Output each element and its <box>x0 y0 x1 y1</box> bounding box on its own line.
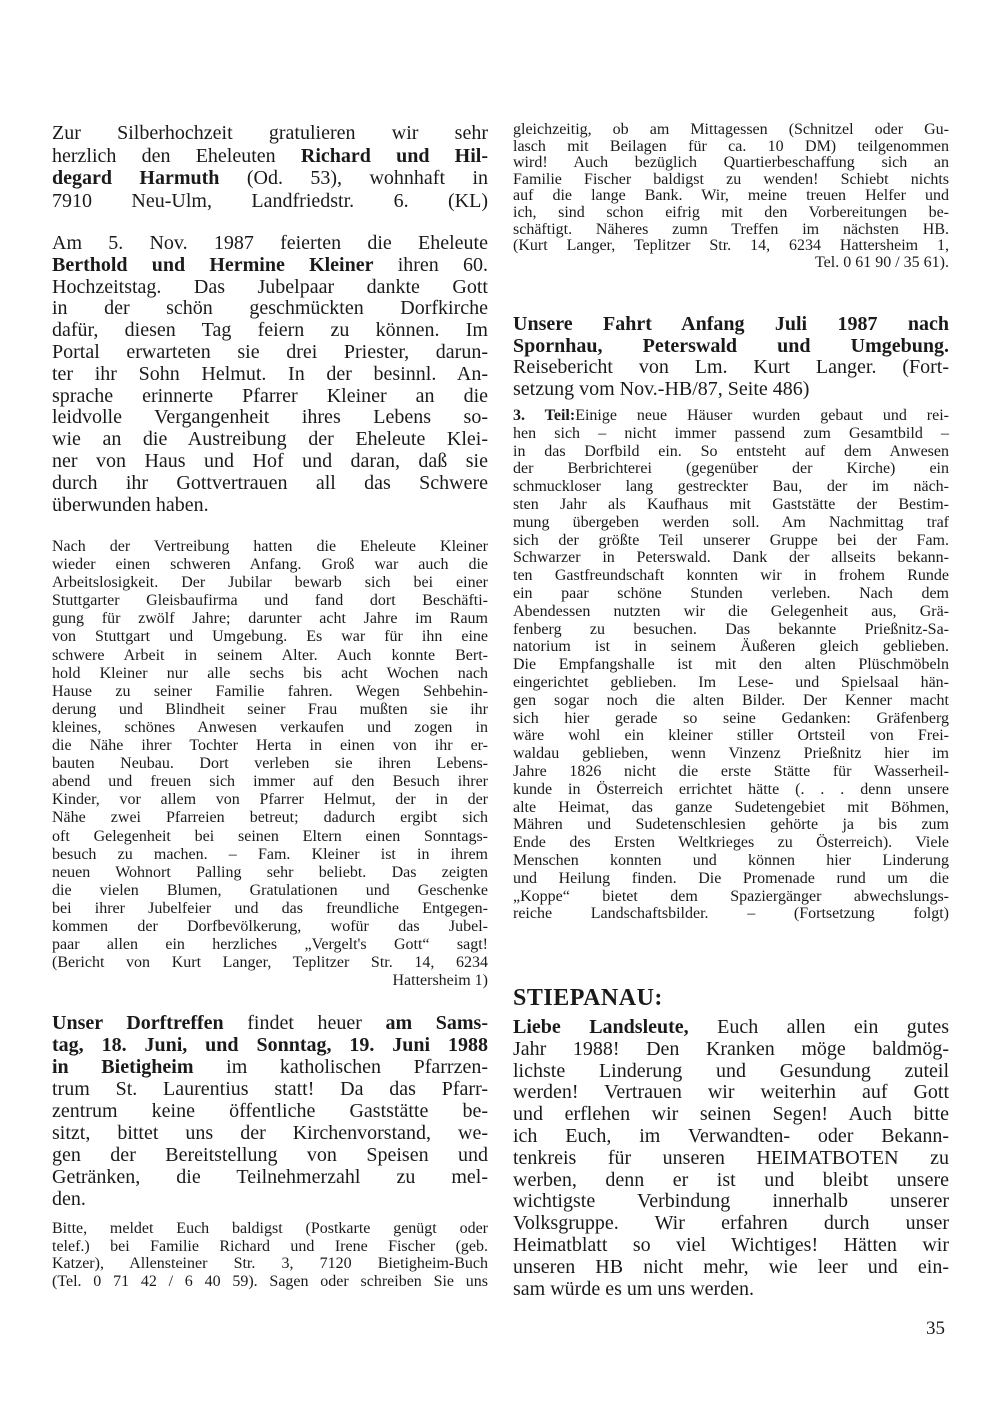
text-line <box>52 145 488 168</box>
text-line: werden! Vertrauen wir weiterhin auf Gott <box>513 1081 949 1104</box>
text-line: Die Empfangshalle ist mit den alten Plüschmöbeln <box>513 656 949 674</box>
section-heading-stiepanau: STIEPANAU: <box>513 985 663 1011</box>
text-line: wichtigste Verbindung innerhalb unserer <box>513 1190 949 1213</box>
text-line: sich hier gerade so seine Gedanken: Gräfenberg <box>513 709 949 727</box>
text-line: eingerichtet geblieben. Im Lese- und Spielsaal hän- <box>513 673 949 691</box>
text: im katholischen Pfarrzen- <box>193 1056 488 1078</box>
text-line: in der schön geschmückten Dorfkirche <box>52 297 488 320</box>
text-line: Mähren und Sudetenschlesien gehörte ja bis zum <box>513 816 949 834</box>
text-line: ein paar schöne Stunden verleben. Nach dem <box>513 584 949 602</box>
village-meeting-paragraph <box>52 1012 488 1210</box>
text-line: wie an die Austreibung der Eheleute Klei- <box>52 428 488 451</box>
text-line: Stuttgarter Gleisbaufirma und fand dort Beschäfti- <box>52 592 488 610</box>
trip-report-part3 <box>513 407 949 923</box>
text-line: unseren HB nicht mehr, wie leer und ein- <box>513 1255 949 1278</box>
text-line: gen sogar noch die alten Bilder. Der Kenner macht <box>513 691 949 709</box>
text-line: Jahr 1988! Den Kranken möge baldmög- <box>513 1037 949 1060</box>
text: (Od. 53), wohnhaft in <box>219 167 489 189</box>
text-line: in das Dorfbild ein. So entsteht auf dem Anwesen <box>513 442 949 460</box>
text-line <box>52 1056 488 1078</box>
text-line: von Stuttgart und Umgebung. Es war für ihn eine <box>52 628 488 646</box>
text-line: gleichzeitig, ob am Mittagessen (Schnitzel oder Gu- <box>513 121 949 138</box>
text-line: natorium ist in seinem Äußeren gleich geblieben. <box>513 638 949 656</box>
text-line: besuch zu machen. – Fam. Kleiner ist in ihrem <box>52 845 488 863</box>
text-line: leidvolle Vergangenheit ihres Lebens so- <box>52 406 488 429</box>
registration-paragraph <box>52 1220 488 1290</box>
text-line: „Koppe“ bietet dem Spaziergänger abwechslungs- <box>513 887 949 905</box>
text-line: Jahre 1826 nicht die erste Stätte für Wasserheil- <box>513 762 949 780</box>
text: Euch allen ein gutes <box>688 1016 949 1038</box>
text-line: und erflehen wir seinen Segen! Auch bitte <box>513 1103 949 1126</box>
text-line: kleines, schönes Anwesen verkaufen und zogen in <box>52 718 488 736</box>
bold-text: Liebe Landsleute, <box>513 1016 689 1038</box>
text-line: Hause zu seiner Familie fahren. Wegen Sehbehin- <box>52 682 488 700</box>
text-line: Nach der Vertreibung hatten die Eheleute Kleiner <box>52 538 488 555</box>
text-line: reiche Landschaftsbilder. – (Fortsetzung folgt) <box>513 905 949 923</box>
text-line: (Kurt Langer, Teplitzer Str. 14, 6234 Hattersheim 1, <box>513 237 949 255</box>
text-line: schmuckloser lang gestreckter Bau, der im näch- <box>513 478 949 496</box>
text-line: Hattersheim 1) <box>392 972 488 990</box>
diamond-wedding-paragraph <box>52 233 488 516</box>
text-line: und Heilung finden. Die Promenade rund um die <box>513 869 949 887</box>
text-line: sich der größte Teil unserer Gruppe bei der Fam. <box>513 531 949 549</box>
text-line: Tel. 0 61 90 / 35 61). <box>815 253 949 271</box>
text-line: überwunden haben. <box>52 493 209 516</box>
text-line <box>52 1012 488 1034</box>
text-line <box>52 1034 488 1056</box>
text-line: (Bericht von Kurt Langer, Teplitzer Str. 14, 6234 <box>52 954 488 972</box>
text-line: alte Heimat, das ganze Sudetengebiet mit Böhmen, <box>513 798 949 816</box>
text-line: waldau geblieben, wenn Vinzenz Prießnitz hier im <box>513 745 949 763</box>
after-expulsion-paragraph <box>52 538 488 990</box>
text-line: zentrum keine öffentliche Gaststätte be- <box>52 1100 488 1122</box>
text-line: die Nähe ihrer Tochter Herta in einen von ihr er- <box>52 737 488 755</box>
text: Einige neue Häuser wurden gebaut und rei- <box>575 407 949 424</box>
bold-text: Unsere Fahrt Anfang Juli 1987 nach <box>513 313 949 335</box>
text-line: ich, sind schon eifrig mit den Vorbereitungen be- <box>513 203 949 221</box>
text-line: dafür, diesen Tag feiern zu können. Im <box>52 319 488 342</box>
text-line: Reisebericht von Lm. Kurt Langer. (Fort- <box>513 356 949 378</box>
text-line: telef.) bei Familie Richard und Irene Fischer (geb. <box>52 1237 488 1255</box>
text-line: sprache erinnerte Pfarrer Kleiner an die <box>52 384 488 407</box>
text-line: kunde in Österreich errichtet hätte (. . . denn unsere <box>513 780 949 798</box>
bold-text: 3. Teil: <box>513 407 576 424</box>
text-line: ter ihr Sohn Helmut. In der besinnl. An- <box>52 362 488 385</box>
text-line <box>513 407 949 425</box>
registration-continued-paragraph <box>513 122 949 271</box>
text-line: lasch mit Beilagen für ca. 10 DM) teilgenommen <box>513 137 949 155</box>
text-line: abend und freuen sich immer auf den Besuch ihrer <box>52 773 488 791</box>
text-line: Ende des Ersten Weltkrieges zu Österreich). Viele <box>513 834 949 852</box>
text-line: tenkreis für unseren HEIMATBOTEN zu <box>513 1146 949 1169</box>
text-line: Kinder, vor allem von Pfarrer Helmut, der in der <box>52 791 488 809</box>
text-line: sten Jahr als Kaufhaus mit Gaststätte der Bestim- <box>513 495 949 513</box>
text-line: neuen Wohnort Palling sehr beliebt. Das zeigten <box>52 863 488 881</box>
text-line: durch ihr Gottvertrauen all das Schwere <box>52 471 488 494</box>
text-line: derung und Blindheit seiner Frau mußten sie ihr <box>52 700 488 718</box>
text-line: Nähe zwei Pfarreien betreut; dadurch ergibt sich <box>52 809 488 827</box>
text-line: oft Gelegenheit bei seinen Eltern einen Sonntags- <box>52 827 488 845</box>
text-line: den. <box>52 1188 86 1210</box>
text-line: Zur Silberhochzeit gratulieren wir sehr <box>52 122 488 144</box>
text-line: (Tel. 0 71 42 / 6 40 59). Sagen oder schreiben Sie uns <box>52 1272 488 1290</box>
text-line: sam würde es um uns werden. <box>513 1277 755 1300</box>
text-line: Abendessen nutzten wir die Gelegenheit aus, Grä- <box>513 602 949 620</box>
text-line: die vielen Blumen, Gratulationen und Geschenke <box>52 881 488 899</box>
text-line: sitzt, bittet uns der Kirchenvorstand, we- <box>52 1122 488 1144</box>
bold-text: tag, 18. Juni, und Sonntag, 19. Juni 1988 <box>52 1034 488 1056</box>
bold-text: Berthold und Hermine Kleiner <box>52 253 374 276</box>
text-line <box>513 1017 949 1039</box>
text-line: werben, denn er ist und bleibt unsere <box>513 1168 949 1191</box>
page-number: 35 <box>926 1318 945 1339</box>
text-line: ten Gastfreundschaft konnten wir in frohem Runde <box>513 567 949 585</box>
text-line: trum St. Laurentius statt! Da das Pfarr- <box>52 1078 488 1100</box>
text-line: hen sich – nicht immer passend zum Gesamtbild – <box>513 424 949 442</box>
text-line: Menschen konnten und können hier Linderung <box>513 851 949 869</box>
bold-text: Spornhau, Peterswald und Umgebung. <box>513 334 949 357</box>
text-line: gung für zwölf Jahre; darunter acht Jahre im Raum <box>52 610 488 628</box>
bold-text: in Bietigheim <box>52 1056 194 1078</box>
bold-text: degard Harmuth <box>52 167 220 189</box>
greeting-paragraph <box>513 1017 949 1300</box>
text-line: mung übergeben werden soll. Am Nachmittag traf <box>513 513 949 531</box>
text-line: setzung vom Nov.-HB/87, Seite 486) <box>513 377 810 400</box>
text-line: schwere Arbeit in seinem Alter. Auch konnte Bert- <box>52 646 488 664</box>
text-line: schäftigt. Näheres zumn Treffen im nächsten HB. <box>513 220 949 238</box>
text-line: kommen der Dorfbevölkerung, wofür das Jubel- <box>52 917 488 935</box>
text-line <box>513 336 949 358</box>
text-line: Schwarzer in Peterswald. Dank der allseits bekann- <box>513 549 949 567</box>
text-line: lichste Linderung und Gesundung zuteil <box>513 1059 949 1082</box>
text-line: Heimatblatt so viel Wichtiges! Hätten wir <box>513 1233 949 1256</box>
text-line: ner von Haus und Hof und daran, daß sie <box>52 449 488 472</box>
text-line: wieder einen schweren Anfang. Groß war auch die <box>52 556 488 574</box>
text-line: Bitte, meldet Euch baldigst (Postkarte genügt oder <box>52 1220 488 1237</box>
text: herzlich den Eheleuten <box>52 144 301 167</box>
text-line <box>513 314 949 336</box>
text-line: Arbeitslosigkeit. Der Jubilar bewarb sich bei einer <box>52 574 488 592</box>
text-line: Am 5. Nov. 1987 feierten die Eheleute <box>52 232 488 254</box>
bold-text: Richard und Hil- <box>300 144 488 167</box>
text-line: der Berbrichterei (gegenüber der Kirche) ein <box>513 460 949 478</box>
text-line: wird! Auch bezüglich Quartierbeschaffung sich an <box>513 154 949 172</box>
text: findet heuer <box>223 1012 386 1034</box>
text-line: Katzer), Allensteiner Str. 3, 7120 Bietigheim-Buch <box>52 1255 488 1272</box>
text-line: ich Euch, im Verwandten- oder Bekann- <box>513 1124 949 1147</box>
silver-wedding-paragraph <box>52 122 488 212</box>
text-line: Getränken, die Teilnehmerzahl zu mel- <box>52 1166 488 1188</box>
text-line: wäre wohl ein kleiner stiller Ortsteil von Frei- <box>513 727 949 745</box>
text: ihren 60. <box>373 253 488 276</box>
text-line <box>52 167 488 190</box>
text-line <box>52 255 488 277</box>
text-line: Hochzeitstag. Das Jubelpaar dankte Gott <box>52 275 488 298</box>
text-line: auf die lange Bank. Wir, meine treuen Helfer und <box>513 187 949 205</box>
text-line: 7910 Neu-Ulm, Landfriedstr. 6. (KL) <box>52 189 488 212</box>
text-line: Familie Fischer baldigst zu wenden! Schiebt nichts <box>513 170 949 188</box>
text-line: hold Kleiner nur alle sechs bis acht Wochen nach <box>52 664 488 682</box>
trip-report-heading <box>513 314 949 400</box>
text-line: gen der Bereitstellung von Speisen und <box>52 1144 488 1166</box>
text-line: fenberg zu besuchen. Das bekannte Prießnitz-Sa- <box>513 620 949 638</box>
text-line: bauten Neubau. Dort verleben sie ihren Lebens- <box>52 755 488 773</box>
bold-text: am Sams- <box>385 1012 488 1034</box>
text-line: paar allen ein herzliches „Vergelt's Gott“ sagt! <box>52 936 488 954</box>
text-line: bei ihrer Jubelfeier und das freundliche Entgegen- <box>52 899 488 917</box>
bold-text: Unser Dorftreffen <box>52 1012 224 1034</box>
text-line: Portal erwarteten sie drei Priester, darun- <box>52 340 488 363</box>
text-line: Volksgruppe. Wir erfahren durch unser <box>513 1212 949 1235</box>
